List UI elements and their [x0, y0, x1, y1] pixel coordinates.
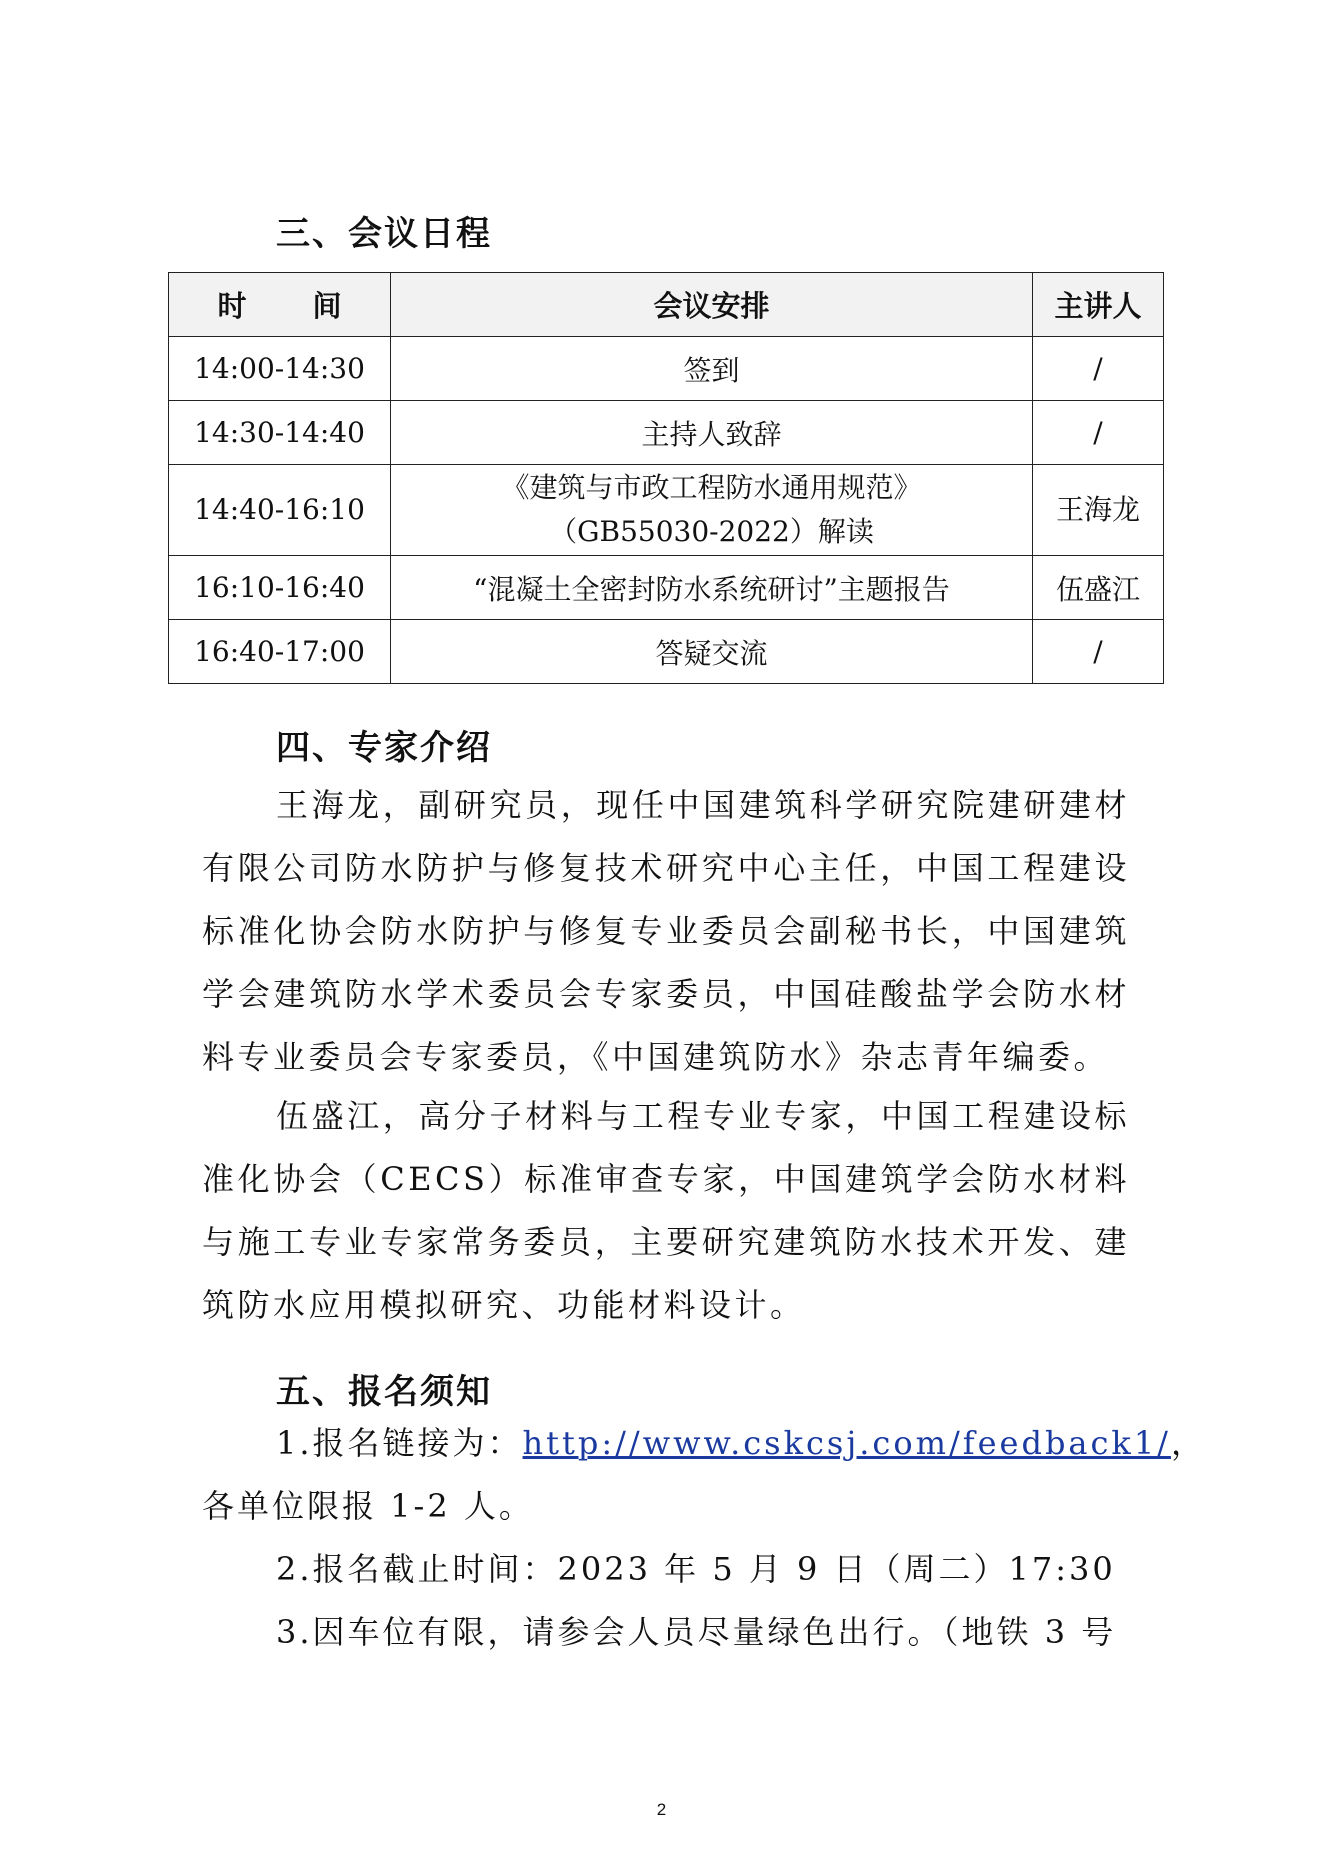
table-row	[169, 620, 1164, 684]
registration-item-3: 3.因车位有限，请参会人员尽量绿色出行。（地铁 3 号	[276, 1613, 1117, 1651]
cell-time: 16:10-16:40	[169, 556, 391, 620]
registration-item-1-continued: 各单位限报 1-2 人。	[202, 1487, 534, 1525]
expert-bio-paragraph: 伍盛江，高分子材料与工程专业专家，中国工程建设标准化协会（CECS）标准审查专家，中国建筑学会防水材料与施工专业专家常务委员，主要研究建筑防水技术开发、建筑防水应用模拟研究、功能材料设计。	[202, 1097, 1130, 1324]
punctuation: ，	[1170, 1424, 1206, 1462]
cell-speaker: 王海龙	[1033, 465, 1164, 556]
registration-link[interactable]: http://www.cskcsj.com/feedback1/	[522, 1424, 1171, 1462]
cell-speaker: /	[1033, 401, 1164, 465]
cell-time: 16:40-17:00	[169, 620, 391, 684]
cell-time: 14:30-14:40	[169, 401, 391, 465]
cell-agenda: 主持人致辞	[391, 401, 1033, 465]
registration-item-1	[276, 1418, 1206, 1464]
registration-item-2: 2.报名截止时间：2023 年 5 月 9 日（周二）17:30	[276, 1550, 1116, 1588]
column-header-agenda: 会议安排	[391, 273, 1033, 337]
cell-speaker: /	[1033, 337, 1164, 401]
expert-bio-paragraph: 王海龙，副研究员，现任中国建筑科学研究院建研建材有限公司防水防护与修复技术研究中心主任，中国工程建设标准化协会防水防护与修复专业委员会副秘书长，中国建筑学会建筑防水学术委员会专家委员，中国硅酸盐学会防水材料专业委员会专家委员，《中国建筑防水》杂志青年编委。	[202, 786, 1130, 1076]
column-header-time: 时 间	[169, 273, 391, 337]
table-row	[169, 401, 1164, 465]
cell-agenda: 签到	[391, 337, 1033, 401]
table-row	[169, 465, 1164, 556]
cell-speaker: /	[1033, 620, 1164, 684]
cell-agenda-line2: （GB55030-2022）解读	[549, 515, 874, 548]
section-heading-experts: 四、专家介绍	[276, 728, 492, 768]
table-row	[169, 337, 1164, 401]
cell-agenda	[391, 465, 1033, 556]
cell-agenda: 答疑交流	[391, 620, 1033, 684]
schedule-table	[168, 272, 1164, 684]
registration-link-label: 1.报名链接为：	[276, 1424, 523, 1462]
section-heading-registration: 五、报名须知	[276, 1372, 492, 1412]
cell-agenda: “混凝土全密封防水系统研讨”主题报告	[391, 556, 1033, 620]
cell-time: 14:40-16:10	[169, 465, 391, 556]
cell-speaker: 伍盛江	[1033, 556, 1164, 620]
table-header-row	[169, 273, 1164, 337]
section-heading-schedule: 三、会议日程	[276, 214, 492, 254]
table-row	[169, 556, 1164, 620]
page-number: 2	[656, 1800, 667, 1819]
cell-time: 14:00-14:30	[169, 337, 391, 401]
column-header-speaker: 主讲人	[1033, 273, 1164, 337]
cell-agenda-line1: 《建筑与市政工程防水通用规范》	[501, 471, 922, 504]
